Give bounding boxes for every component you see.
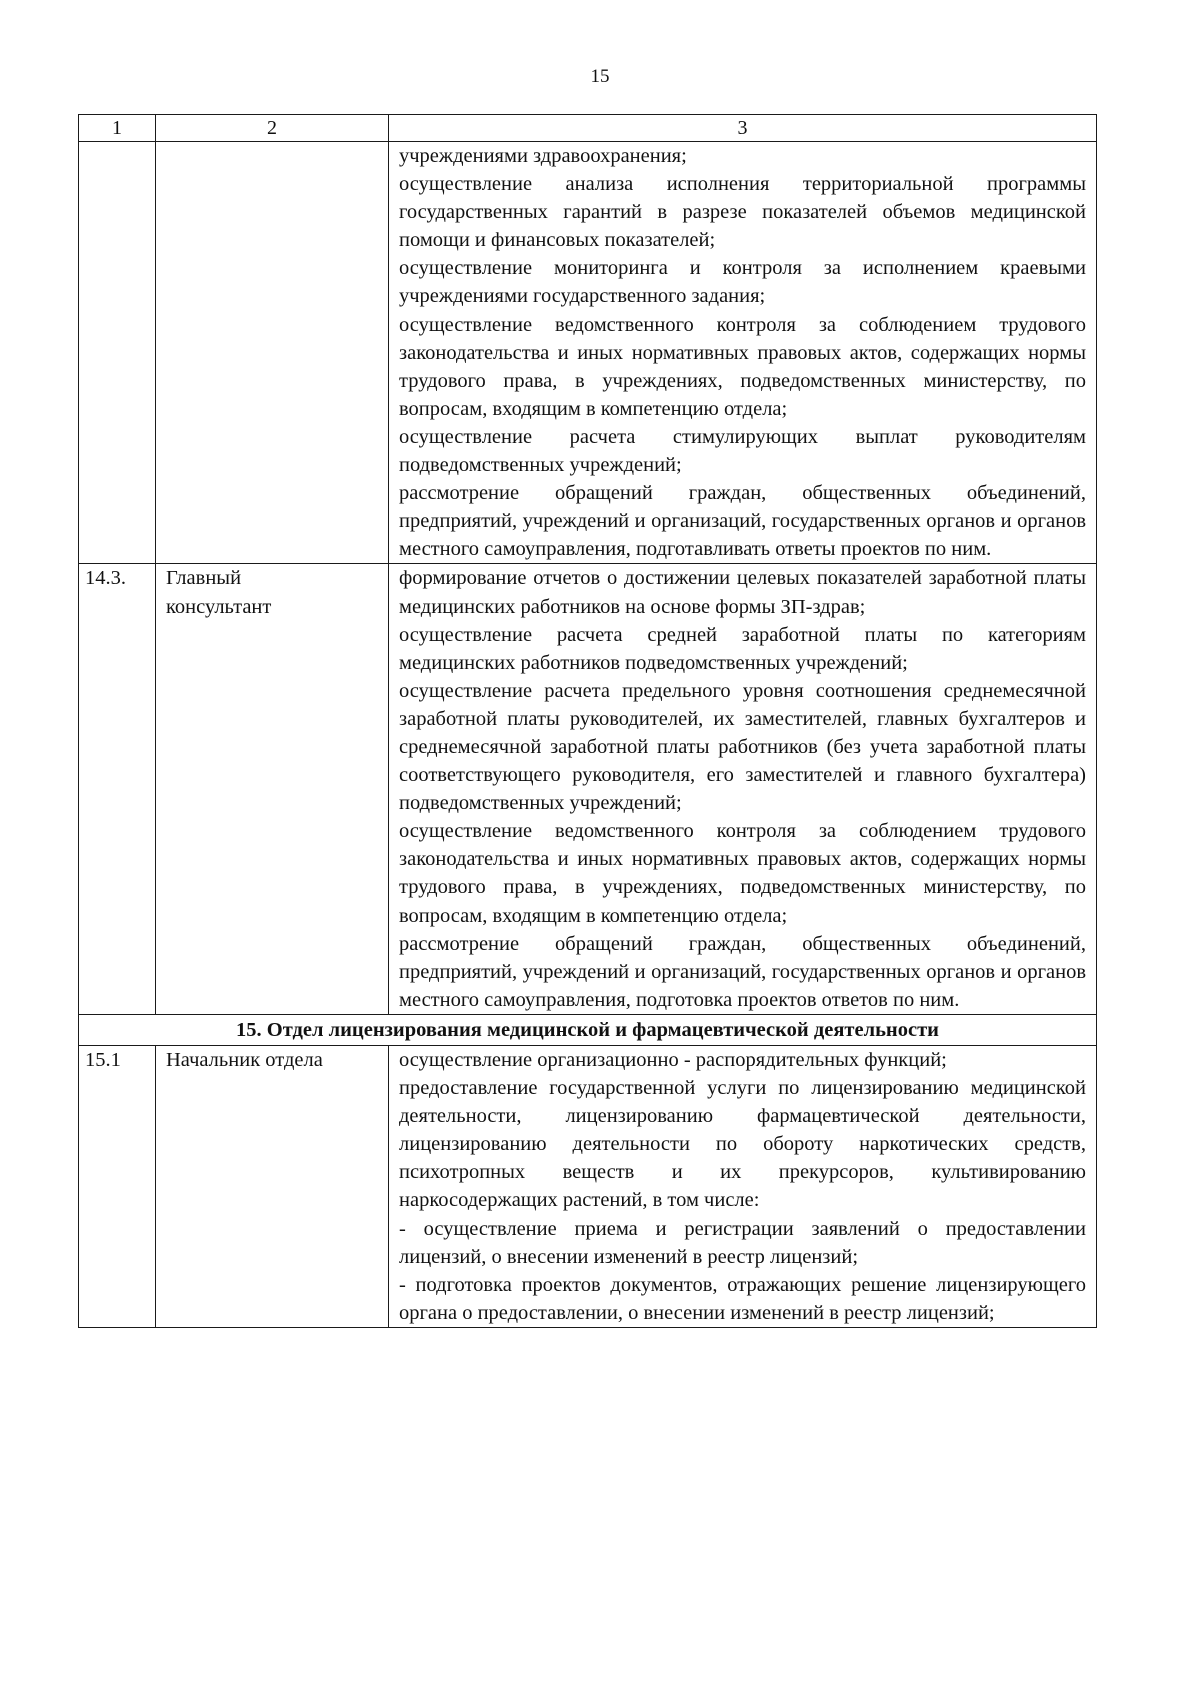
duty-item: - подготовка проектов документов, отражающих решение лицензирующего органа о предоставлении, о внесении изменений в реестр лицензий; (399, 1273, 1086, 1324)
duties-table (78, 114, 1097, 1328)
duty-item: осуществление расчета средней заработной платы по категориям медицинских работников подведомственных учреждений; (399, 623, 1086, 674)
table-row-continuation (79, 142, 1097, 564)
duty-item: рассмотрение обращений граждан, общественных объединений, предприятий, учреждений и организаций, государственных органов и органов местного самоуправления, подготовка проектов ответов по ним. (399, 932, 1086, 1011)
row-number: 15.1 (79, 1046, 156, 1328)
row-duties (389, 564, 1097, 1015)
table-row-15-1 (79, 1046, 1097, 1328)
table-row-14-3 (79, 564, 1097, 1015)
section-title: 15. Отдел лицензирования медицинской и фармацевтической деятельности (79, 1014, 1097, 1045)
row-duties (389, 1046, 1097, 1328)
row-position: Начальник отдела (156, 1046, 389, 1328)
row-position (156, 564, 389, 1015)
duty-item: предоставление государственной услуги по лицензированию медицинской деятельности, лицензированию фармацевтической деятельности, лицензированию деятельности по обороту наркотических средств, психотропных веществ и их прекурсоров, культивированию наркосодержащих растений, в том числе: (399, 1077, 1086, 1212)
duty-item: рассмотрение обращений граждан, общественных объединений, предприятий, учреждений и организаций, государственных органов и органов местного самоуправления, подготавливать ответы проектов по ним. (399, 482, 1086, 561)
row-number: 14.3. (79, 564, 156, 1015)
row-number (79, 142, 156, 564)
duty-item: осуществление организационно - распорядительных функций; (399, 1049, 947, 1071)
duty-item: осуществление ведомственного контроля за соблюдением трудового законодательства и иных нормативных правовых актов, содержащих нормы трудового права, в учреждениях, подведомственных министерству, по вопросам, входящим в компетенцию отдела; (399, 820, 1086, 927)
row-position (156, 142, 389, 564)
duty-item: осуществление ведомственного контроля за соблюдением трудового законодательства и иных нормативных правовых актов, содержащих нормы трудового права, в учреждениях, подведомственных министерству, по вопросам, входящим в компетенцию отдела; (399, 313, 1086, 420)
column-header-position: 2 (156, 115, 389, 142)
section-row-15 (79, 1014, 1097, 1045)
duty-item: осуществление анализа исполнения территориальной программы государственных гарантий в разрезе показателей объемов медицинской помощи и финансовых показателей; (399, 173, 1086, 252)
column-header-duties: 3 (389, 115, 1097, 142)
page-number: 15 (590, 66, 610, 87)
position-line: консультант (166, 595, 272, 618)
duty-item: - осуществление приема и регистрации заявлений о предоставлении лицензий, о внесении изменений в реестр лицензий; (399, 1217, 1086, 1268)
duty-item: учреждениями здравоохранения; (399, 145, 687, 167)
duty-item: осуществление расчета стимулирующих выплат руководителям подведомственных учреждений; (399, 425, 1086, 477)
duty-item: осуществление расчета предельного уровня соотношения среднемесячной заработной платы руководителей, их заместителей, главных бухгалтеров и среднемесячной заработной платы работников (без учета заработной платы соответствующего руководителя, его заместителей и главного бухгалтера) подведомственных учреждений; (399, 679, 1086, 815)
duty-item: формирование отчетов о достижении целевых показателей заработной платы медицинских работников на основе формы ЗП-здрав; (399, 567, 1086, 618)
row-duties (389, 142, 1097, 564)
table-header-row (79, 115, 1097, 142)
duty-item: осуществление мониторинга и контроля за исполнением краевыми учреждениями государственного задания; (399, 257, 1086, 308)
column-header-number: 1 (79, 115, 156, 142)
position-line: Главный (166, 567, 242, 590)
